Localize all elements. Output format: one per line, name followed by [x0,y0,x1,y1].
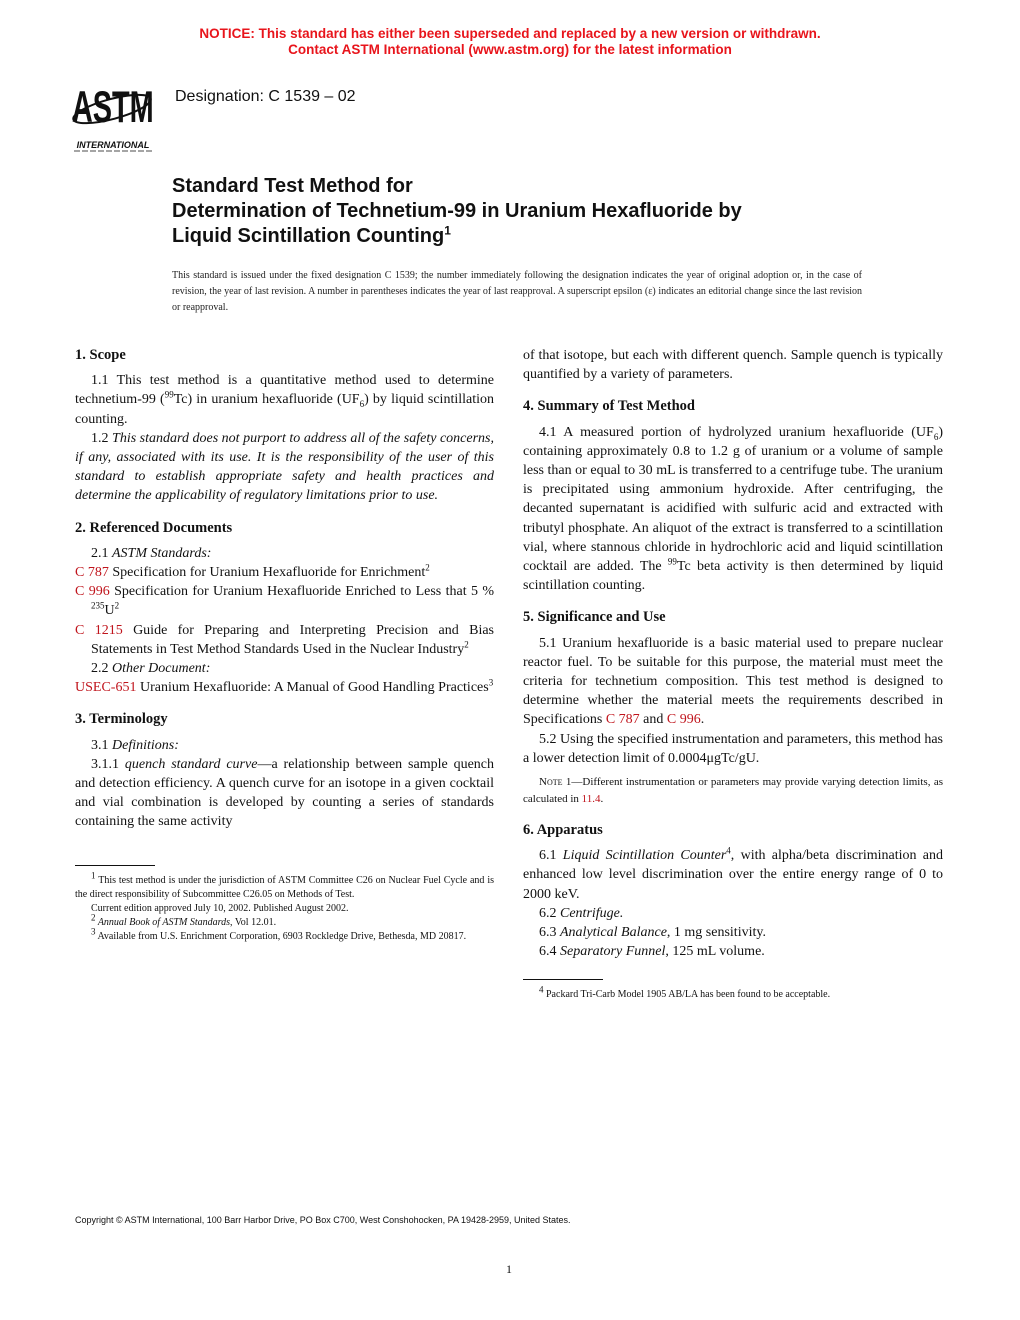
title-line-2: Determination of Technetium-99 in Uranium Hexafluoride by [172,200,742,222]
reference-link-usec-651[interactable]: USEC-651 [75,680,137,696]
terminology-continued: of that isotope, but each with different quench. Sample quench is typically quantified by a variety of parameters. [523,348,943,383]
notice-line-1: NOTICE: This standard has either been superseded and replaced by a new version or withdrawn. [199,26,821,41]
reference-item: C 996 Specification for Uranium Hexafluoride Enriched to Less that 5 % $^{235}U^2$ [75,584,495,619]
logo-letters: ASTM [71,81,154,132]
link-c787[interactable]: C 787 [605,712,640,728]
section-heading-referenced: 2. Referenced Documents [75,519,233,536]
left-column [75,346,494,944]
apparatus-item: 6.2 Centrifuge. [539,905,624,921]
significance-5-2: 5.2 Using the specified instrumentation and parameters, this method has a lower detection limit of 0.0004μgTc/gU. [523,731,943,766]
title-line-3 [172,224,932,249]
footnote-4: $^4$ Packard Tri-Carb Model 1905 AB/LA has been found to be acceptable. [539,985,831,1001]
section-heading-significance: 5. Significance and Use [523,609,666,626]
footnote-divider [523,979,603,980]
right-column [523,346,943,1002]
astm-standards-label: 2.1 ASTM Standards: [91,545,212,561]
scope-1-2: 1.2 This standard does not purport to address all of the safety concerns, if any, associated with its use. It is the responsibility of the user of this standard to establish appropriate safety and health practices and determine the applicability of regulatory limitations prior to use. [75,430,494,504]
reference-link-c787[interactable]: C 787 [75,565,109,581]
footnote-2: $^2$ Annual Book of ASTM Standards, Vol 12.01. [91,912,277,928]
footnote-1-edition: Current edition approved July 10, 2002. Published August 2002. [91,902,349,914]
footnotes-right [523,985,943,1002]
section-heading-terminology: 3. Terminology [75,711,168,728]
section-heading-summary: 4. Summary of Test Method [523,398,695,415]
document-title [172,174,932,249]
reference-link-c1215[interactable]: C 1215 [75,622,123,638]
term-quench-standard-curve: 3.1.1 quench standard curve—a relationship between sample quench and detection efficiency. A quench curve for an isotope in a given cocktail and vial combination is developed by counting a series of standards containing the same activity [75,756,494,830]
apparatus-item: 6.3 Analytical Balance, 1 mg sensitivity. [539,925,766,941]
title-line-1: Standard Test Method for [172,175,413,197]
summary-4-1: 4.1 A measured portion of hydrolyzed uranium hexafluoride $(UF_6)$ containing approximately 0.8 to 1.2 g of uranium or a volume of sample less than or equal to 30 mL is transferred to a centrifuge tube. The uranium is precipitated using ammonium hydroxide. After centrifuging, the decanted supernatant is acidified with sulfuric acid and extracted with tributyl phosphate. An aliquot of the extract is transferred to a scintillation vial, where stannous chloride in hydrochloric acid and liquid scintillation cocktail are added. The $^{99}$Tc beta activity is then determined by liquid scintillation counting. [523,424,943,594]
footnote-3: $^3$ Available from U.S. Enrichment Corporation, 6903 Rockledge Drive, Bethesda, MD 20817. [91,926,467,942]
reference-item: C 787 Specification for Uranium Hexafluoride for Enrichment$^2$ [75,562,430,581]
reference-item: USEC-651 Uranium Hexafluoride: A Manual of Good Handling Practices$^3$ [75,677,494,696]
notice-line-2: Contact ASTM International (www.astm.org) for the latest information [288,42,732,57]
copyright-footer: Copyright © ASTM International, 100 Barr Harbor Drive, PO Box C700, West Conshohocken, PA 19428-2959, United States. [75,1215,571,1225]
reference-link-c996[interactable]: C 996 [75,584,110,600]
link-c996[interactable]: C 996 [666,712,701,728]
section-heading-scope: 1. Scope [75,347,126,363]
issued-statement: This standard is issued under the fixed designation C 1539; the number immediately following the designation indicates the year of original adoption or, in the case of revision, the year of last revision. A number in parentheses indicates the year of last reapproval. A superscript epsilon (ε) indicates an editorial change since the last revision or reapproval. [172,270,862,313]
apparatus-item: 6.1 Liquid Scintillation Counter$^4$, with alpha/beta discrimination and enhanced low level discrimination over the entire energy range of 0 to 2000 keV. [523,845,943,902]
scope-1-1: 1.1 This test method is a quantitative method used to determine technetium-99 ($^{99}$Tc) in uranium hexafluoride $(UF_6)$ by liquid scintillation counting. [75,373,495,427]
note-1: Note 1—Different instrumentation or parameters may provide varying detection limits, as calculated in 11.4. [523,776,944,806]
apparatus-item: 6.4 Separatory Funnel, 125 mL volume. [539,944,765,960]
page-number: 1 [506,1262,512,1276]
section-heading-apparatus: 6. Apparatus [523,822,603,839]
logo-subtext: INTERNATIONAL [76,140,150,150]
title-footnote-mark: 1 [444,223,451,238]
other-document-label: 2.2 Other Document: [91,661,211,677]
reference-item: C 1215 Guide for Preparing and Interpreting Precision and Bias Statements in Test Method Standards Used in the Nuclear Industry$^2$ [75,622,494,657]
withdrawn-notice [0,26,1020,58]
footnote-1: $^1$ This test method is under the jurisdiction of ASTM Committee C26 on Nuclear Fuel Cycle and is the direct responsibility of Subcommittee C26.05 on Methods of Test. [75,870,494,900]
astm-logo-icon [66,78,162,152]
footnotes-left [75,870,494,944]
significance-5-1: 5.1 Uranium hexafluoride is a basic material used to prepare nuclear reactor fuel. To be suitable for this purpose, the material must meet the criteria for technetium composition. This test method is designed to determine whether the material meets the requirements described in Specifications C 787 and C 996. [523,635,943,728]
designation: Designation: C 1539 – 02 [175,88,356,105]
title-line-3-text: Liquid Scintillation Counting [172,225,445,247]
footnote-divider [75,865,155,866]
link-section-11-4[interactable]: 11.4 [581,793,601,806]
definitions-label: 3.1 Definitions: [91,737,179,753]
